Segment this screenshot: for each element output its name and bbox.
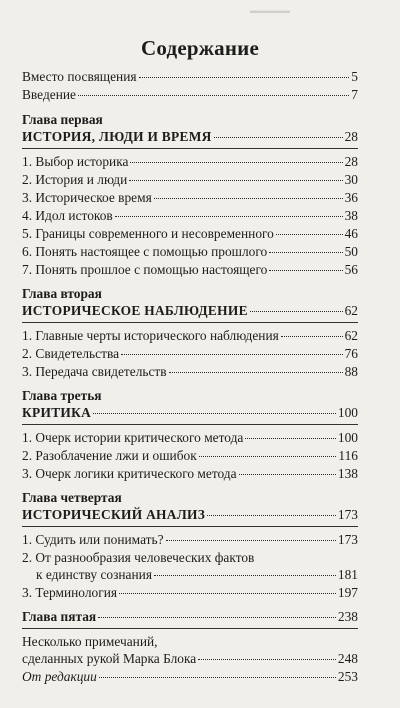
divider bbox=[22, 148, 358, 149]
table-of-contents bbox=[22, 68, 358, 686]
chapter-label: Глава четвертая bbox=[22, 490, 122, 505]
chapter-five: Глава пятая 238 bbox=[22, 609, 358, 624]
chapter-label: Глава вторая bbox=[22, 286, 102, 301]
toc-entry: 2. История и люди 30 bbox=[22, 172, 358, 187]
toc-entry: к единству сознания 181 bbox=[36, 567, 358, 582]
toc-entry-dedication: Вместо посвящения 5 bbox=[22, 69, 358, 84]
chapter-title: ИСТОРИЯ, ЛЮДИ И ВРЕМЯ 28 bbox=[22, 129, 358, 144]
toc-entry: 3. Терминология 197 bbox=[22, 585, 358, 600]
chapter-label: Глава первая bbox=[22, 112, 103, 127]
toc-entry: 2. Разоблачение лжи и ошибок 116 bbox=[22, 448, 358, 463]
divider bbox=[22, 526, 358, 527]
chapter-title: ИСТОРИЧЕСКОЕ НАБЛЮДЕНИЕ 62 bbox=[22, 303, 358, 318]
chapter-title: ИСТОРИЧЕСКИЙ АНАЛИЗ 173 bbox=[22, 507, 358, 522]
toc-entry: 3. Очерк логики критического метода 138 bbox=[22, 466, 358, 481]
toc-entry: 1. Выбор историка 28 bbox=[22, 154, 358, 169]
bleed-through-text: ▬▬▬▬▬ bbox=[250, 6, 290, 15]
toc-entry: 1. Главные черты исторического наблюдения 62 bbox=[22, 328, 358, 343]
toc-entry: 5. Границы современного и несовременного 46 bbox=[22, 226, 358, 241]
chapter-title: КРИТИКА 100 bbox=[22, 405, 358, 420]
divider bbox=[22, 628, 358, 629]
divider bbox=[22, 424, 358, 425]
toc-entry-introduction: Введение 7 bbox=[22, 87, 358, 102]
toc-entry: 1. Судить или понимать? 173 bbox=[22, 532, 358, 547]
toc-entry-editorial: От редакции 253 bbox=[22, 669, 358, 684]
chapter-label: Глава третья bbox=[22, 388, 102, 403]
toc-entry-notes: сделанных рукой Марка Блока 248 bbox=[22, 651, 358, 666]
divider bbox=[22, 322, 358, 323]
page-title: Содержание bbox=[141, 36, 259, 60]
toc-entry: 6. Понять настоящее с помощью прошлого 50 bbox=[22, 244, 358, 259]
toc-entry: 1. Очерк истории критического метода 100 bbox=[22, 430, 358, 445]
toc-entry: 3. Историческое время 36 bbox=[22, 190, 358, 205]
toc-entry-line: Несколько примечаний, bbox=[22, 634, 158, 649]
toc-entry: 4. Идол истоков 38 bbox=[22, 208, 358, 223]
toc-entry: 7. Понять прошлое с помощью настоящего 56 bbox=[22, 262, 358, 277]
toc-entry-line: 2. От разнообразия человеческих фактов bbox=[22, 550, 255, 565]
toc-entry: 3. Передача свидетельств 88 bbox=[22, 364, 358, 379]
toc-entry: 2. Свидетельства 76 bbox=[22, 346, 358, 361]
